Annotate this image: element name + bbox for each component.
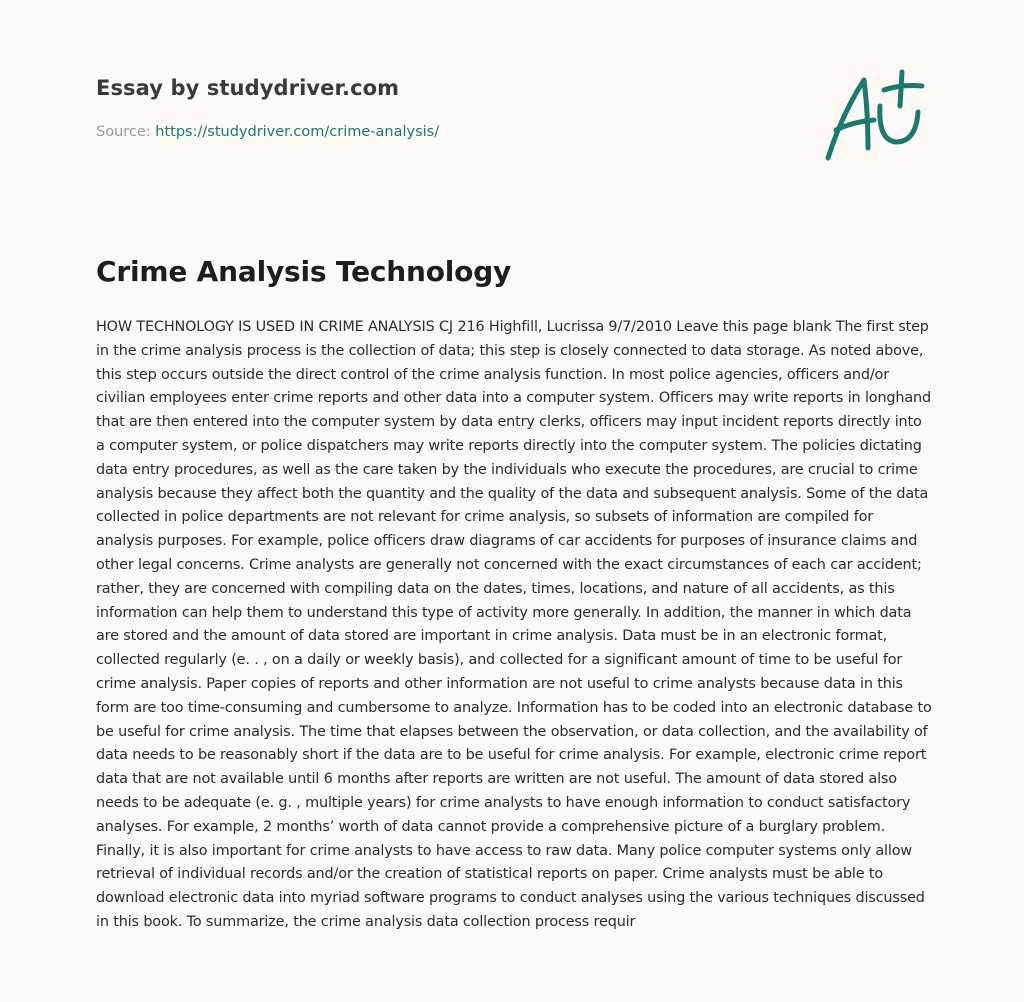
document-body: HOW TECHNOLOGY IS USED IN CRIME ANALYSIS CJ 216 Highfill, Lucrissa 9/7/2010 Leave this page blank The first step in the crime analysis process is the collection of data; this step is closely connected to data storage. As noted above, this step occurs outside the direct control of the crime analysis function. In most police agencies, officers and/or civilian employees enter crime reports and other data into a computer system. Officers may write reports in longhand that are then entered into the computer system by data entry clerks, officers may input incident reports directly into a computer system, or police dispatchers may write reports directly into the computer system. The policies dictating data entry procedures, as well as the care taken by the individuals who execute the procedures, are crucial to crime analysis because they affect both the quantity and the quality of the data and subsequent analysis. Some of the data collected in police departments are not relevant for crime analysis, so subsets of information are compiled for analysis purposes. For example, police officers draw diagrams of car accidents for purposes of insurance claims and other legal concerns. Crime analysts are generally not concerned with the exact circumstances of each car accident; rather, they are concerned with compiling data on the dates, times, locations, and nature of all accidents, as this information can help them to understand this type of activity more generally. In addition, the manner in which data are stored and the amount of data stored are important in crime analysis. Data must be in an electronic format, collected regularly (e. . , on a daily or weekly basis), and collected for a significant amount of time to be useful for crime analysis. Paper copies of reports and other information are not useful to crime analysts because data in this form are too time-consuming and cumbersome to analyze. Information has to be coded into an electronic database to be useful for crime analysis. The time that elapses between the observation, or data collection, and the availability of data needs to be reasonably short if the data are to be useful for crime analysis. For example, electronic crime report data that are not available until 6 months after reports are written are not useful. The amount of data stored also needs to be adequate (e. g. , multiple years) for crime analysts to have enough information to conduct satisfactory analyses. For example, 2 months’ worth of data cannot provide a comprehensive picture of a burglary problem. Finally, it is also important for crime analysts to have access to raw data. Many police computer systems only allow retrieval of individual records and/or the creation of statistical reports on paper. Crime analysts must be able to download electronic data into myriad software programs to conduct analyses using the various techniques discussed in this book. To summarize, the crime analysis data collection process requir xyxy=(96,319,932,930)
document-title: Crime Analysis Technology xyxy=(96,255,512,288)
source-label: Source: xyxy=(96,124,151,140)
source-line xyxy=(96,124,439,140)
a-plus-logo-icon xyxy=(818,66,930,166)
source-link[interactable]: https://studydriver.com/crime-analysis/ xyxy=(155,124,440,140)
essay-by-title: Essay by studydriver.com xyxy=(96,76,400,100)
